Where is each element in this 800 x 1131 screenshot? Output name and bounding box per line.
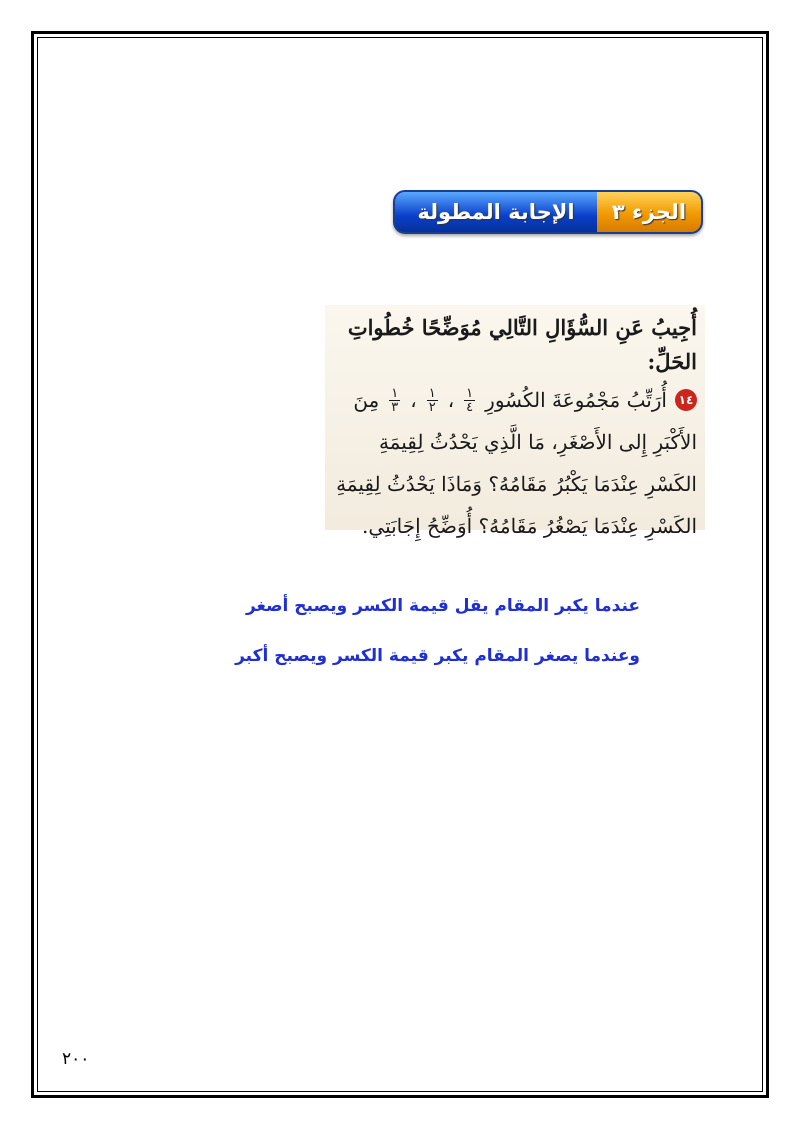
section-header-banner xyxy=(393,190,703,234)
fraction-quarter xyxy=(464,387,475,414)
question-line-2: الأَكْبَرِ إِلى الأَصْغَرِ، مَا الَّذِي يَحْدُثُ لِقِيمَةِ xyxy=(378,430,697,454)
fraction-denominator: ٣ xyxy=(391,399,399,415)
fraction-numerator: ١ xyxy=(428,385,436,401)
fraction-denominator: ٤ xyxy=(466,399,474,415)
answer-line-2: وعندما يصغر المقام يكبر قيمة الكسر ويصبح أكبر xyxy=(235,646,640,666)
question-line-1-tail: مِنَ xyxy=(353,388,380,412)
section-title: الإجابة المطولة xyxy=(417,200,575,224)
fraction-half xyxy=(427,387,438,414)
question-box xyxy=(325,305,705,538)
separator: ، xyxy=(447,388,455,412)
separator: ، xyxy=(410,388,417,412)
question-line-3: الكَسْرِ عِنْدَمَا يَكْبُرُ مَقَامُهُ؟ وَمَاذَا يَحْدُثُ لِقِيمَةِ xyxy=(336,472,697,496)
fraction-numerator: ١ xyxy=(391,385,399,401)
question-number-badge: ١٤ xyxy=(675,389,697,411)
fraction-denominator: ٢ xyxy=(428,399,436,415)
question-instruction: أُجِيبُ عَنِ السُّؤَالِ التَّالِي مُوَضِّحًا خُطُواتِ الحَلِّ: xyxy=(347,315,697,374)
fraction-numerator: ١ xyxy=(466,385,474,401)
question-line-4: الكَسْرِ عِنْدَمَا يَصْغُرُ مَقَامُهُ؟ أُوَضِّحُ إِجَابَتِي. xyxy=(362,514,697,538)
question-line-1 xyxy=(335,379,697,421)
fraction-third xyxy=(389,387,400,414)
page-number: ٢٠٠ xyxy=(62,1049,90,1069)
question-line-1-text: أُرَتِّبُ مَجْمُوعَةَ الكُسُورِ xyxy=(485,388,667,412)
answer-line-1: عندما يكبر المقام يقل قيمة الكسر ويصبح أصغر xyxy=(245,596,640,616)
part-label: الجزء ٣ xyxy=(597,192,701,232)
